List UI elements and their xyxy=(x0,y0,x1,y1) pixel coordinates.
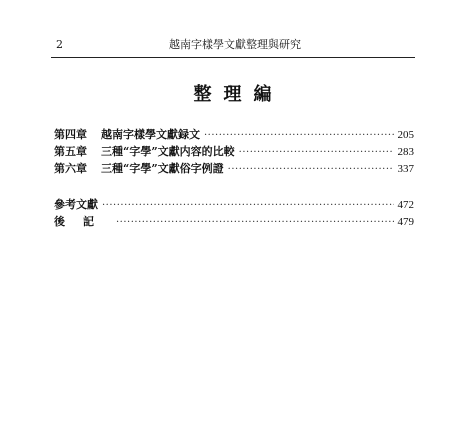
toc-back-matter xyxy=(54,196,414,230)
chapter-label: 第五章 xyxy=(54,145,87,158)
toc-chapters xyxy=(54,126,414,177)
page-ref: 479 xyxy=(397,216,414,228)
dot-leader xyxy=(204,127,394,144)
toc-entry-chapter-4[interactable] xyxy=(54,126,414,143)
page-ref: 472 xyxy=(397,199,414,211)
header-rule xyxy=(51,57,415,58)
toc-entry-references[interactable] xyxy=(54,196,414,213)
page-ref: 337 xyxy=(397,163,414,175)
entry-title: 三種“字學”文獻内容的比較 xyxy=(101,145,235,158)
toc-entry-postscript[interactable] xyxy=(54,213,414,230)
toc-entry-chapter-5[interactable] xyxy=(54,143,414,160)
toc-entry-chapter-6[interactable] xyxy=(54,160,414,177)
entry-title: 三種“字學”文獻俗字例證 xyxy=(101,162,224,175)
dot-leader xyxy=(102,197,394,214)
dot-leader xyxy=(228,161,394,178)
entry-title: 參考文獻 xyxy=(54,198,98,211)
entry-title: 越南字樣學文獻録文 xyxy=(101,128,200,141)
page-ref: 205 xyxy=(397,129,414,141)
entry-title: 後記 xyxy=(54,215,112,228)
dot-leader xyxy=(116,214,394,231)
chapter-label: 第六章 xyxy=(54,162,87,175)
dot-leader xyxy=(239,144,394,161)
running-title: 越南字樣學文獻整理與研究 xyxy=(169,38,301,51)
section-title: 整理編 xyxy=(193,84,284,105)
chapter-label: 第四章 xyxy=(54,128,87,141)
page-ref: 283 xyxy=(397,146,414,158)
page-number: 2 xyxy=(56,38,63,51)
